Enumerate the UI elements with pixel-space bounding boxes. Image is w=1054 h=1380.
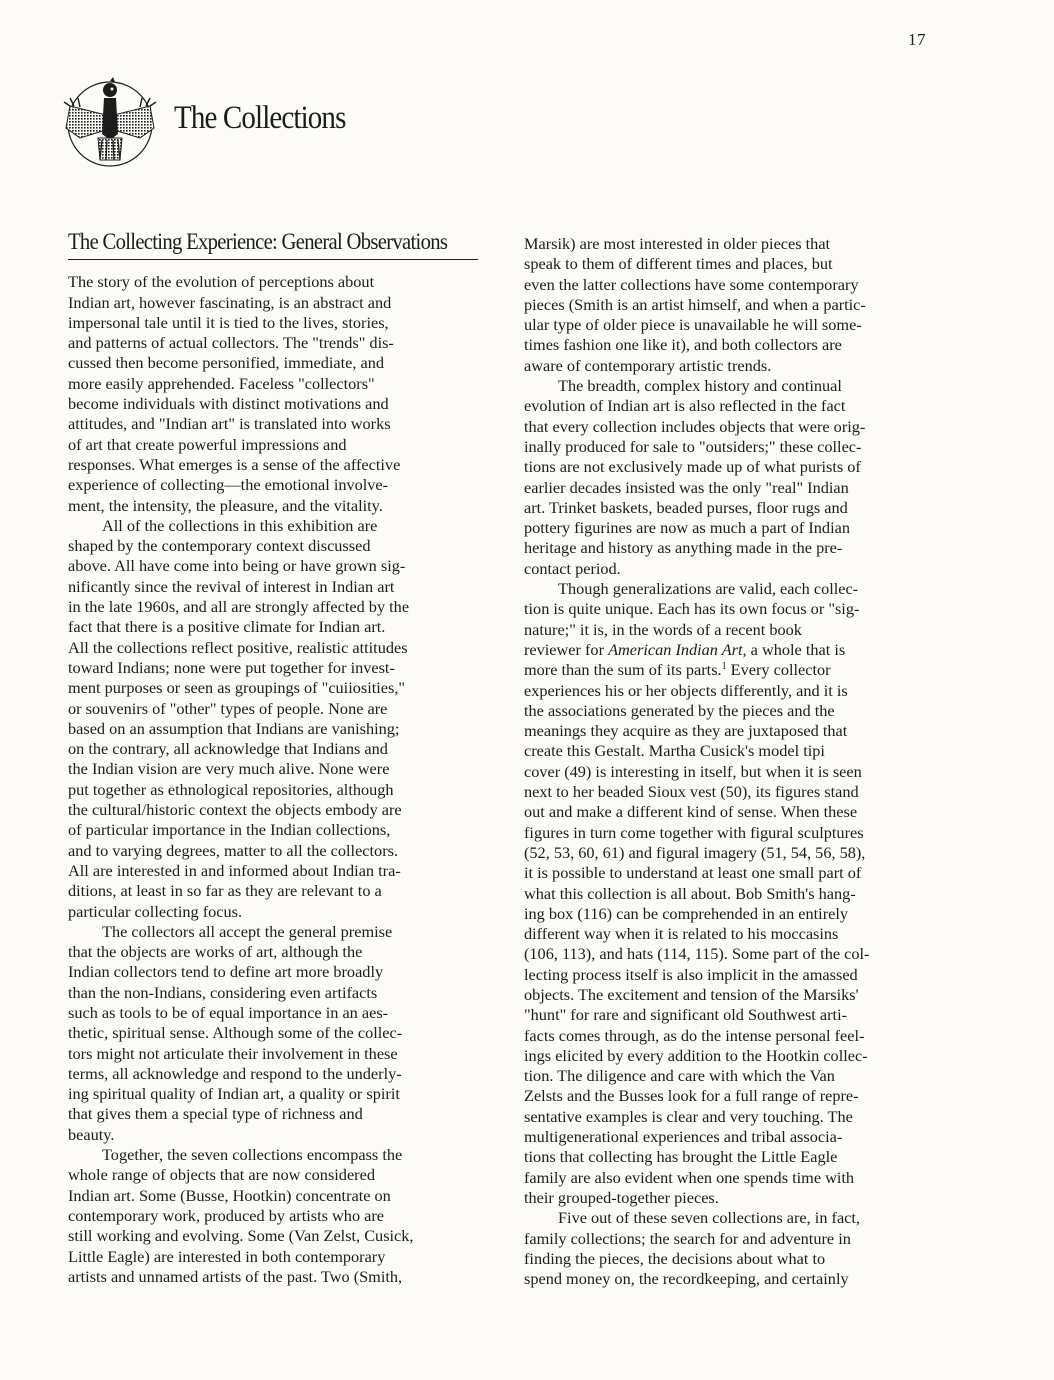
left-column: [68, 229, 480, 1287]
paragraph: Marsik) are most interested in older pieces that speak to them of different times and places, but even the latter collections have some contemporary pieces (Smith is an artist himself, and when a partic- ular type of older piece is unavailable he will some- times fashion one like it), and both collectors are aware of contemporary artistic trends.: [524, 234, 866, 375]
paragraph: Though generalizations are valid, each collec- tion is quite unique. Each has its own focus or "sig- nature;" it is, in the words of a recent book reviewer for American Indian Art, a whole that is more than the sum of its parts.$^1$ Every collector experiences his or her objects differently, and it is the associations generated by the pieces and the meanings they acquire as they are juxtaposed that create this Gestalt. Martha Cusick's model tipi cover (49) is interesting in itself, but when it is seen next to her beaded Sioux vest (50), its figures stand out and make a different kind of sense. When these figures in turn come together with figural sculptures (52, 53, 60, 61) and figural imagery (51, 54, 56, 58), it is possible to understand at least one small part of what this collection is all about. Bob Smith's hang- ing box (116) can be comprehended in an entirely different way when it is related to his moccasins (106, 113), and hats (114, 115). Some part of the col- lecting process itself is also implicit in the amassed objects. The excitement and tension of the Marsiks' "hunt" for rare and significant old Southwest arti- facts comes through, as do the intense personal feel- ings elicited by every addition to the Hootkin collec- tion. The diligence and care with which the Van Zelsts and the Busses look for a full range of repre- sentative examples is clear and very touching. The multigenerational experiences and tribal associa- tions that collecting has brought the Little Eagle family are also evident when one spends time with their grouped-together pieces.: [524, 579, 870, 1207]
footnote-marker: 1: [721, 661, 727, 673]
subheading-rule: [68, 259, 478, 260]
thunderbird-emblem-icon: [60, 76, 160, 168]
section-title: The Collections: [174, 100, 346, 136]
subheading: The Collecting Experience: General Observations: [68, 229, 448, 255]
paragraph: The breadth, complex history and continual evolution of Indian art is also reflected in the fact that every collection includes objects that were orig- inally produced for sale to "outsiders;" these collec- tions are not exclusively made up of what purists of earlier decades insisted was the only "real" Indian art. Trinket baskets, beaded purses, floor rugs and pottery figurines are now as much a part of Indian heritage and history as anything made in the pre- contact period.: [524, 376, 866, 578]
paragraph: The collectors all accept the general premise that the objects are works of art, although the Indian collectors tend to define art more broadly than the non-Indians, considering even artifacts such as tools to be of equal importance in an aes- thetic, spiritual sense. Although some of the collec- tors might not articulate their involvement in these terms, all acknowledge and respond to the underly- ing spiritual quality of Indian art, a quality or spirit that gives them a special type of richness and beauty.: [68, 921, 403, 1144]
book-title: American Indian Art,: [608, 639, 747, 659]
paragraph: Together, the seven collections encompass the whole range of objects that are now considered Indian art. Some (Busse, Hootkin) concentrate on contemporary work, produced by artists who are still working and evolving. Some (Van Zelst, Cusick, Little Eagle) are interested in both contemporary artists and unnamed artists of the past. Two (Smith,: [68, 1145, 414, 1286]
paragraph: The story of the evolution of perceptions about Indian art, however fascinating, is an abstract and impersonal tale until it is tied to the lives, stories, and patterns of actual collectors. The "trends" dis- cussed then become personified, immediate, and more easily apprehended. Faceless "collectors" become individuals with distinct motivations and attitudes, and "Indian art" is translated into works of art that create powerful impressions and responses. What emerges is a sense of the affective experience of collecting—the emotional involve- ment, the intensity, the pleasure, and the vitality.: [68, 272, 401, 515]
paragraph: Five out of these seven collections are, in fact, family collections; the search for and adventure in finding the pieces, the decisions about what to spend money on, the recordkeeping, and certainly: [524, 1208, 861, 1289]
right-column: [524, 234, 942, 1289]
page-number: 17: [908, 30, 926, 49]
paragraph: All of the collections in this exhibition are shaped by the contemporary context discussed above. All have come into being or have grown sig- nificantly since the revival of interest in Indian art in the late 1960s, and all are strongly affected by the fact that there is a positive climate for Indian art. All the collections reflect positive, realistic attitudes toward Indians; none were put together for invest- ment purposes or seen as groupings of "cuiiosities," or souvenirs of "other" types of people. None are based on an assumption that Indians are vanishing; on the contrary, all acknowledge that Indians and the Indian vision are very much alive. None were put together as ethnological repositories, although the cultural/historic context the objects embody are of particular importance in the Indian collections, and to varying degrees, matter to all the collectors. All are interested in and informed about Indian tra- ditions, at least in so far as they are relevant to a particular collecting focus.: [68, 515, 410, 921]
